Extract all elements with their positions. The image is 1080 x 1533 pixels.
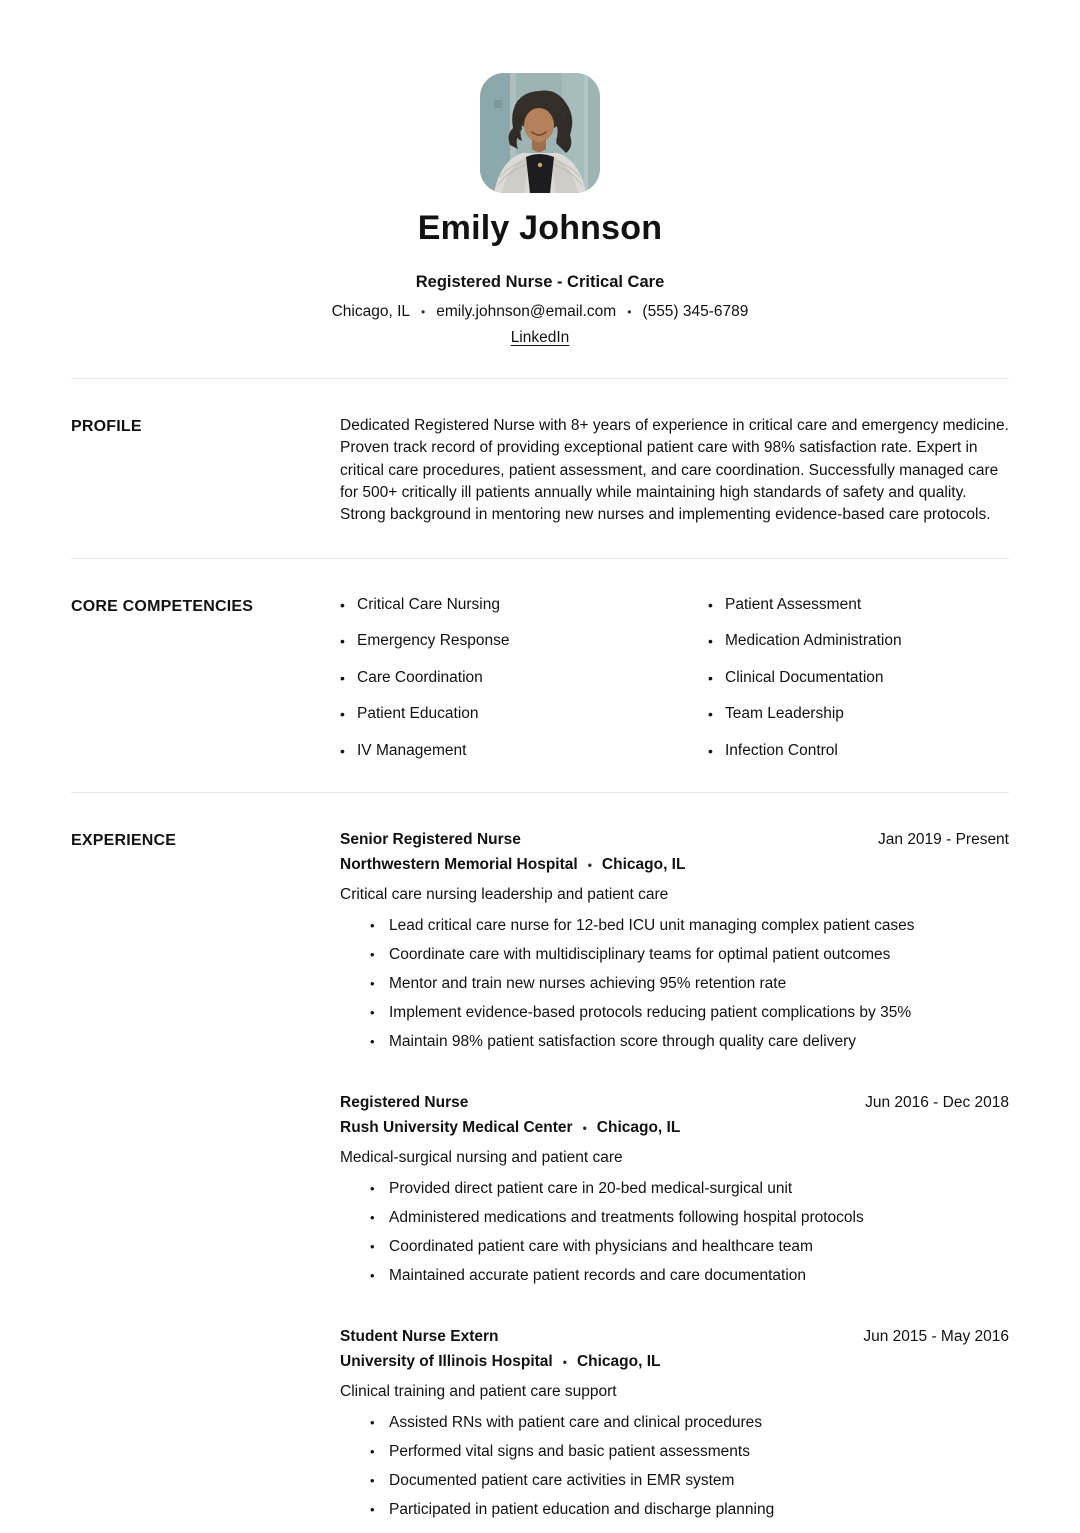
job-location: Chicago, IL (601, 856, 686, 874)
competency-item: • Medication Administration (708, 631, 1009, 651)
linkedin-link[interactable]: LinkedIn (510, 328, 570, 346)
job-title: Student Nurse Extern (340, 1327, 499, 1345)
job-bullet: • Documented patient care activities in EMR system (340, 1470, 1009, 1491)
competencies-column-2 (708, 595, 1009, 761)
job-company: Northwestern Memorial Hospital (340, 856, 578, 874)
job-bullet-list (340, 915, 1009, 1052)
job-location: Chicago, IL (576, 1353, 661, 1371)
job-dates: Jun 2015 - May 2016 (863, 1327, 1009, 1345)
experience-section (0, 793, 1080, 1520)
competencies-section (0, 559, 1080, 761)
contact-phone: (555) 345-6789 (642, 302, 749, 320)
contact-email: emily.johnson@email.com (436, 302, 617, 320)
person-name: Emily Johnson (417, 209, 663, 247)
job-location: Chicago, IL (596, 1119, 681, 1137)
job-header (340, 1326, 1009, 1347)
competency-item: • IV Management (340, 741, 708, 761)
experience-list (340, 829, 1009, 1520)
job-bullet: • Administered medications and treatments following hospital protocols (340, 1207, 1009, 1228)
job-company: Rush University Medical Center (340, 1119, 573, 1137)
job-bullet: • Participated in patient education and discharge planning (340, 1499, 1009, 1520)
profile-photo-illustration (480, 73, 600, 193)
profile-section (0, 379, 1080, 527)
dot-separator: • (582, 1120, 587, 1135)
profile-text: Dedicated Registered Nurse with 8+ years of experience in critical care and emergency medicine. Proven track record of providing exceptional patient care with 98% satisfaction rate. Expert in critical care procedures, patient assessment, and care coordination. Successfully managed care for 500+ critically ill patients annually while maintaining high standards of safety and quality. Strong background in mentoring new nurses and implementing evidence-based care protocols. (340, 416, 1009, 524)
job-title: Registered Nurse (340, 1093, 469, 1111)
job-bullet-list (340, 1178, 1009, 1286)
job-title: Senior Registered Nurse (340, 830, 521, 848)
job-bullet: • Provided direct patient care in 20-bed medical-surgical unit (340, 1178, 1009, 1199)
job-entry (340, 1326, 1009, 1520)
competency-item: • Infection Control (708, 741, 1009, 761)
job-bullet: • Assisted RNs with patient care and clinical procedures (340, 1412, 1009, 1433)
profile-heading: PROFILE (71, 417, 142, 435)
job-company-line (340, 1117, 1009, 1139)
competencies-heading: CORE COMPETENCIES (71, 597, 254, 615)
job-bullet: • Coordinated patient care with physicians and healthcare team (340, 1236, 1009, 1257)
job-company-line (340, 1351, 1009, 1373)
competencies-grid (340, 595, 1009, 761)
job-entry (340, 1092, 1009, 1286)
job-bullet: • Performed vital signs and basic patient assessments (340, 1441, 1009, 1462)
job-summary: Clinical training and patient care support (340, 1382, 617, 1400)
dot-separator: • (587, 857, 592, 872)
competencies-column-1 (340, 595, 708, 761)
job-bullet: • Coordinate care with multidisciplinary teams for optimal patient outcomes (340, 944, 1009, 965)
job-bullet: • Mentor and train new nurses achieving 95% retention rate (340, 973, 1009, 994)
experience-heading: EXPERIENCE (71, 831, 177, 849)
dot-separator: • (562, 1354, 567, 1369)
contact-location: Chicago, IL (331, 302, 411, 320)
competency-item: • Patient Education (340, 704, 708, 724)
job-bullet: • Lead critical care nurse for 12-bed ICU unit managing complex patient cases (340, 915, 1009, 936)
job-bullet-list (340, 1412, 1009, 1520)
dot-separator: • (627, 304, 632, 319)
job-entry (340, 829, 1009, 1052)
competency-item: • Clinical Documentation (708, 668, 1009, 688)
competency-item: • Patient Assessment (708, 595, 1009, 615)
profile-photo (480, 73, 600, 193)
job-bullet: • Maintain 98% patient satisfaction score through quality care delivery (340, 1031, 1009, 1052)
job-header (340, 829, 1009, 850)
competency-item: • Care Coordination (340, 668, 708, 688)
resume-header (0, 0, 1080, 347)
job-bullet: • Implement evidence-based protocols reducing patient complications by 35% (340, 1002, 1009, 1023)
dot-separator: • (421, 304, 426, 319)
person-headline: Registered Nurse - Critical Care (415, 272, 665, 291)
competency-item: • Emergency Response (340, 631, 708, 651)
contact-line (0, 301, 1080, 323)
competency-item: • Team Leadership (708, 704, 1009, 724)
job-bullet: • Maintained accurate patient records and care documentation (340, 1265, 1009, 1286)
job-company: University of Illinois Hospital (340, 1353, 553, 1371)
job-summary: Critical care nursing leadership and patient care (340, 885, 669, 903)
job-dates: Jun 2016 - Dec 2018 (865, 1093, 1009, 1111)
competency-item: • Critical Care Nursing (340, 595, 708, 615)
job-header (340, 1092, 1009, 1113)
job-summary: Medical-surgical nursing and patient care (340, 1148, 623, 1166)
job-dates: Jan 2019 - Present (878, 830, 1009, 848)
job-company-line (340, 854, 1009, 876)
